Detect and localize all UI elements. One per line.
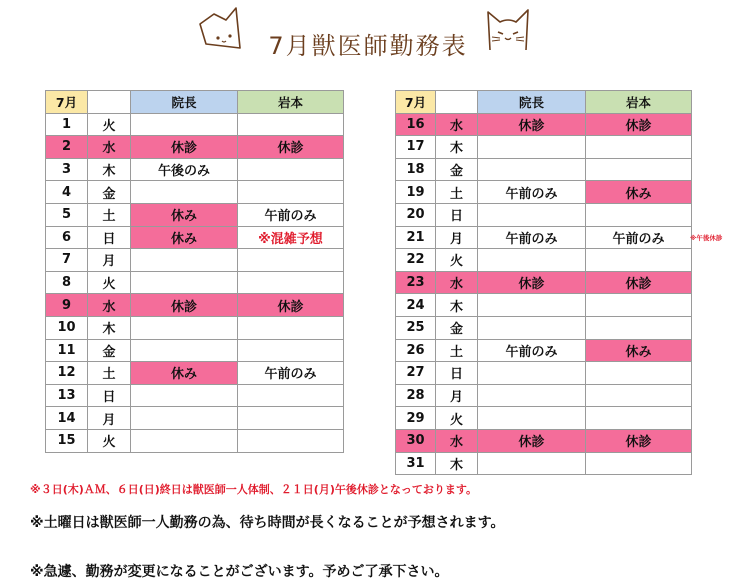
table-row: [46, 136, 344, 159]
doc2-cell: [586, 384, 692, 407]
doc1-header: 院長: [131, 91, 238, 114]
doc1-cell: 午前のみ: [478, 339, 586, 362]
doc2-cell: [238, 113, 344, 136]
doc1-cell: 午前のみ: [478, 226, 586, 249]
day-of-week-cell: 土: [88, 203, 131, 226]
doc2-cell: 休診: [238, 136, 344, 159]
doc2-cell: [238, 249, 344, 272]
doc2-cell: 休診: [586, 429, 692, 452]
date-cell: 5: [46, 203, 88, 226]
side-note: ※午後休診: [690, 234, 723, 242]
doc1-cell: [478, 384, 586, 407]
table-row: [396, 452, 692, 475]
month-header: 7月: [46, 91, 88, 114]
header: [0, 0, 736, 70]
table-header-row: [46, 91, 344, 114]
doc1-cell: [131, 249, 238, 272]
doc1-cell: 休み: [131, 362, 238, 385]
date-cell: 12: [46, 362, 88, 385]
day-of-week-cell: 金: [88, 339, 131, 362]
doc1-cell: [131, 429, 238, 452]
table-row: [46, 226, 344, 249]
doc2-cell: 休診: [586, 113, 692, 136]
table-row: [46, 181, 344, 204]
date-cell: 8: [46, 271, 88, 294]
day-of-week-cell: 火: [88, 271, 131, 294]
doc2-cell: [586, 158, 692, 181]
day-of-week-cell: 日: [436, 362, 478, 385]
day-of-week-cell: 木: [436, 452, 478, 475]
doc2-cell: 午前のみ: [238, 362, 344, 385]
day-of-week-cell: 火: [436, 407, 478, 430]
doc2-cell: [238, 429, 344, 452]
date-cell: 26: [396, 339, 436, 362]
date-cell: 23: [396, 271, 436, 294]
table-header-row: [396, 91, 692, 114]
day-of-week-cell: 火: [436, 249, 478, 272]
table-row: [46, 203, 344, 226]
doc2-cell: 休診: [586, 271, 692, 294]
day-of-week-cell: 日: [436, 203, 478, 226]
doc2-cell: [586, 452, 692, 475]
day-of-week-cell: 木: [88, 158, 131, 181]
day-of-week-cell: 木: [88, 316, 131, 339]
doc2-cell: [238, 316, 344, 339]
date-cell: 20: [396, 203, 436, 226]
doc2-header: 岩本: [586, 91, 692, 114]
day-of-week-cell: 月: [88, 249, 131, 272]
doc1-cell: [131, 407, 238, 430]
doc2-cell: [586, 136, 692, 159]
date-cell: 22: [396, 249, 436, 272]
doc1-cell: 休診: [478, 429, 586, 452]
table-row: [46, 113, 344, 136]
day-of-week-cell: 木: [436, 136, 478, 159]
day-of-week-cell: 月: [88, 407, 131, 430]
note-staffing: ※３日(木)ＡＭ、６日(日)終日は獣医師一人体制、２１日(月)午後休診となっております。: [30, 483, 477, 496]
table-row: [396, 339, 692, 362]
table-row: [396, 181, 692, 204]
table-row: [396, 429, 692, 452]
day-of-week-cell: 月: [436, 384, 478, 407]
doc1-cell: [131, 316, 238, 339]
date-cell: 1: [46, 113, 88, 136]
doc1-cell: 休み: [131, 203, 238, 226]
doc2-cell: [586, 203, 692, 226]
doc1-cell: [478, 316, 586, 339]
table-row: [396, 384, 692, 407]
day-of-week-cell: 火: [88, 429, 131, 452]
day-of-week-cell: 金: [436, 158, 478, 181]
date-cell: 31: [396, 452, 436, 475]
table-row: [396, 407, 692, 430]
doc2-cell: 休診: [238, 294, 344, 317]
note-change: ※急遽、勤務が変更になることがございます。予めご了承下さい。: [30, 564, 449, 580]
doc1-cell: 休診: [131, 294, 238, 317]
date-cell: 30: [396, 429, 436, 452]
doc1-cell: [131, 339, 238, 362]
date-cell: 3: [46, 158, 88, 181]
schedule-table-right: [395, 90, 692, 475]
doc1-cell: 休診: [478, 113, 586, 136]
day-of-week-cell: 月: [436, 226, 478, 249]
table-row: [46, 158, 344, 181]
date-cell: 19: [396, 181, 436, 204]
day-of-week-cell: 土: [88, 362, 131, 385]
day-of-week-cell: 水: [436, 271, 478, 294]
doc1-cell: [478, 203, 586, 226]
doc1-cell: 午前のみ: [478, 181, 586, 204]
date-cell: 9: [46, 294, 88, 317]
day-of-week-cell: 金: [436, 316, 478, 339]
doc2-cell: 午前のみ: [586, 226, 692, 249]
doc2-cell: [586, 249, 692, 272]
table-row: [396, 113, 692, 136]
note-saturday: ※土曜日は獣医師一人勤務の為、待ち時間が長くなることが予想されます。: [30, 515, 505, 531]
day-of-week-cell: 木: [436, 294, 478, 317]
table-row: [46, 249, 344, 272]
doc1-cell: 午後のみ: [131, 158, 238, 181]
day-of-week-cell: 日: [88, 226, 131, 249]
table-row: [46, 407, 344, 430]
date-cell: 10: [46, 316, 88, 339]
day-of-week-cell: 水: [436, 429, 478, 452]
date-cell: 13: [46, 384, 88, 407]
table-row: [396, 203, 692, 226]
table-row: [396, 316, 692, 339]
table-row: [396, 271, 692, 294]
doc1-cell: 休み: [131, 226, 238, 249]
doc1-cell: [131, 181, 238, 204]
day-of-week-cell: 水: [88, 136, 131, 159]
table-row: [46, 339, 344, 362]
month-header: 7月: [396, 91, 436, 114]
dow-header: [88, 91, 131, 114]
dow-header: [436, 91, 478, 114]
doc1-cell: [131, 384, 238, 407]
table-row: [46, 384, 344, 407]
date-cell: 16: [396, 113, 436, 136]
date-cell: 14: [46, 407, 88, 430]
day-of-week-cell: 日: [88, 384, 131, 407]
table-row: [46, 429, 344, 452]
day-of-week-cell: 金: [88, 181, 131, 204]
doc2-cell: 休み: [586, 339, 692, 362]
doc2-cell: [238, 407, 344, 430]
doc2-header: 岩本: [238, 91, 344, 114]
cat-face-icon: [484, 6, 532, 52]
table-row: [396, 136, 692, 159]
page-title: 7月獣医師勤務表: [268, 32, 468, 60]
day-of-week-cell: 土: [436, 181, 478, 204]
day-of-week-cell: 水: [436, 113, 478, 136]
doc2-cell: [238, 181, 344, 204]
date-cell: 25: [396, 316, 436, 339]
doc1-cell: [131, 113, 238, 136]
table-row: [396, 158, 692, 181]
date-cell: 24: [396, 294, 436, 317]
date-cell: 27: [396, 362, 436, 385]
doc1-cell: [478, 249, 586, 272]
table-row: [46, 271, 344, 294]
doc2-cell: [586, 362, 692, 385]
table-row: [46, 294, 344, 317]
doc2-cell: [586, 316, 692, 339]
doc2-cell: [238, 339, 344, 362]
doc2-cell: [238, 158, 344, 181]
table-row: [46, 362, 344, 385]
doc1-cell: [478, 294, 586, 317]
date-cell: 18: [396, 158, 436, 181]
table-row: [396, 362, 692, 385]
day-of-week-cell: 火: [88, 113, 131, 136]
date-cell: 29: [396, 407, 436, 430]
table-row: [396, 249, 692, 272]
doc2-cell: 休み: [586, 181, 692, 204]
doc1-header: 院長: [478, 91, 586, 114]
date-cell: 17: [396, 136, 436, 159]
table-row: [396, 226, 692, 249]
doc1-cell: [478, 362, 586, 385]
doc1-cell: 休診: [131, 136, 238, 159]
doc2-cell: 午前のみ: [238, 203, 344, 226]
day-of-week-cell: 土: [436, 339, 478, 362]
doc2-cell: [586, 294, 692, 317]
doc1-cell: [478, 452, 586, 475]
doc2-cell: [238, 384, 344, 407]
date-cell: 6: [46, 226, 88, 249]
table-row: [46, 316, 344, 339]
date-cell: 2: [46, 136, 88, 159]
date-cell: 7: [46, 249, 88, 272]
date-cell: 11: [46, 339, 88, 362]
doc2-cell: [586, 407, 692, 430]
table-row: [396, 294, 692, 317]
date-cell: 21: [396, 226, 436, 249]
date-cell: 4: [46, 181, 88, 204]
day-of-week-cell: 水: [88, 294, 131, 317]
schedule-table-left: [45, 90, 344, 453]
doc1-cell: [478, 136, 586, 159]
date-cell: 28: [396, 384, 436, 407]
doc2-cell: [238, 271, 344, 294]
doc1-cell: [478, 407, 586, 430]
doc1-cell: [131, 271, 238, 294]
date-cell: 15: [46, 429, 88, 452]
doc2-cell: ※混雑予想: [238, 226, 344, 249]
doc1-cell: 休診: [478, 271, 586, 294]
doc1-cell: [478, 158, 586, 181]
